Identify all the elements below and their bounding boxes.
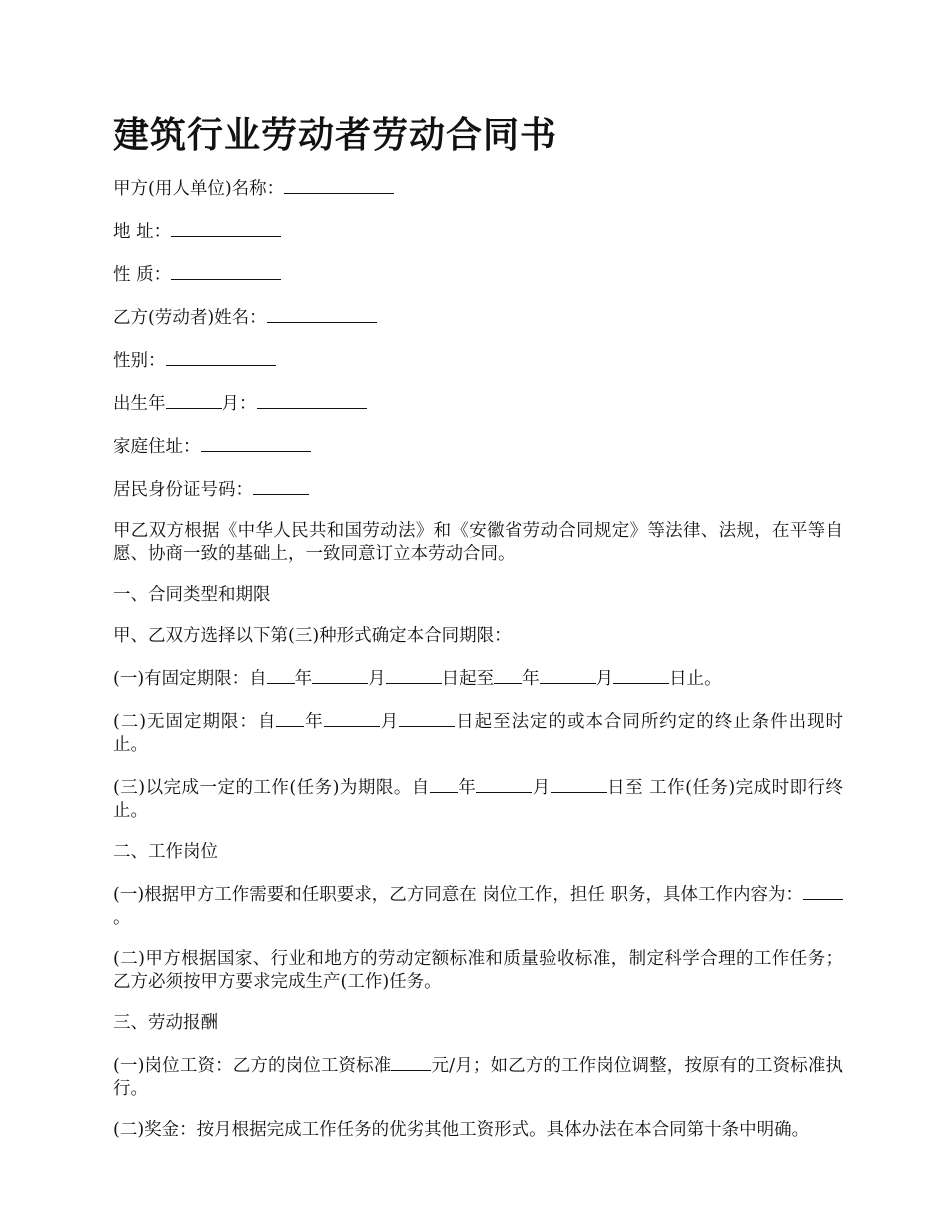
section1-item1	[113, 666, 843, 691]
id-number-label: 居民身份证号码：	[113, 480, 253, 500]
s1-item3-d: 日至 工作(任务)完成时即行终止。	[113, 778, 844, 821]
id-number-blank	[253, 477, 309, 495]
address-blank	[171, 219, 281, 237]
section2-heading: 二、工作岗位	[113, 842, 218, 862]
party-a-name-field	[113, 176, 843, 201]
s1-item2-day-blank	[399, 709, 455, 727]
s1-item1-year-end-blank	[494, 666, 522, 684]
id-number-field	[113, 477, 843, 502]
home-address-label: 家庭住址：	[113, 437, 201, 457]
s3-item1-a: (一)岗位工资：乙方的岗位工资标准	[113, 1056, 392, 1076]
intro-paragraph: 甲乙双方根据《中华人民共和国劳动法》和《安徽省劳动合同规定》等法律、法规，在平等自愿、协商一致的基础上，一致同意订立本劳动合同。	[113, 521, 843, 564]
nature-blank	[171, 262, 281, 280]
s1-item3-day-blank	[551, 775, 607, 793]
s1-item1-b: 年	[294, 669, 313, 689]
nature-label: 性 质：	[113, 265, 172, 285]
section3-heading: 三、劳动报酬	[113, 1013, 218, 1033]
s1-item1-month-end-blank	[540, 666, 596, 684]
s1-item1-g: 日止。	[669, 669, 722, 689]
nature-field	[113, 262, 843, 287]
s1-item1-e: 年	[522, 669, 540, 689]
s3-item1-wage-blank	[391, 1053, 431, 1071]
s3-item1-b: 元/月；如乙方的工作岗位调整，按原有的工资标准执行。	[113, 1056, 843, 1099]
s1-item3-a: (三)以完成一定的工作(任务)为期限。自	[113, 778, 430, 798]
s1-item1-d: 日起至	[441, 669, 495, 689]
s1-item2-c: 月	[379, 712, 400, 732]
birth-year-blank	[166, 391, 222, 409]
birth-label-year: 出生年	[113, 394, 166, 414]
home-address-blank	[201, 434, 311, 452]
s1-item2-d: 日起至法定的或本合同所约定的终止条件出现时止。	[113, 712, 844, 755]
s1-item1-year-start-blank	[267, 666, 295, 684]
gender-label: 性别：	[113, 351, 166, 371]
s1-item2-a: (二)无固定期限：自	[113, 712, 277, 732]
section1-lead: 甲、乙双方选择以下第(三)种形式确定本合同期限：	[113, 626, 512, 646]
section1-item2	[113, 709, 843, 757]
section1-heading: 一、合同类型和期限	[113, 585, 271, 605]
party-b-name-blank	[267, 305, 377, 323]
s1-item1-f: 月	[595, 669, 614, 689]
s1-item1-a: (一)有固定期限：自	[113, 669, 267, 689]
s1-item3-b: 年	[457, 778, 477, 798]
gender-blank	[166, 348, 276, 366]
party-a-name-blank	[284, 176, 394, 194]
s1-item3-c: 月	[532, 778, 551, 798]
document-title: 建筑行业劳动者劳动合同书	[113, 115, 558, 156]
section3-item1	[113, 1053, 843, 1101]
s1-item2-b: 年	[304, 712, 324, 732]
address-label: 地 址：	[113, 222, 172, 242]
party-b-name-field	[113, 305, 843, 330]
s1-item3-year-blank	[430, 775, 458, 793]
gender-field	[113, 348, 843, 373]
s1-item2-year-blank	[276, 709, 304, 727]
s1-item3-month-blank	[476, 775, 532, 793]
contract-page	[113, 110, 843, 1160]
party-a-name-label: 甲方(用人单位)名称：	[113, 179, 285, 199]
section1-item3	[113, 775, 843, 823]
s1-item1-day-end-blank	[613, 666, 669, 684]
address-field	[113, 219, 843, 244]
section2-item2: (二)甲方根据国家、行业和地方的劳动定额标准和质量验收标准，制定科学合理的工作任务；乙方必须按甲方要求完成生产(工作)任务。	[113, 949, 843, 992]
s2-item1-content-blank	[803, 882, 843, 900]
s1-item1-month-start-blank	[312, 666, 368, 684]
section3-item2: (二)奖金：按月根据完成工作任务的优劣其他工资形式。具体办法在本合同第十条中明确。	[113, 1120, 810, 1140]
birth-month-blank	[257, 391, 367, 409]
birth-label-month: 月：	[221, 394, 257, 414]
s2-item1-b: 。	[113, 908, 131, 928]
home-address-field	[113, 434, 843, 459]
section2-item1	[113, 882, 843, 930]
birth-field	[113, 391, 843, 416]
s1-item1-day-start-blank	[386, 666, 442, 684]
party-b-name-label: 乙方(劳动者)姓名：	[113, 308, 267, 328]
s1-item1-c: 月	[368, 669, 386, 689]
s1-item2-month-blank	[324, 709, 380, 727]
s2-item1-a: (一)根据甲方工作需要和任职要求，乙方同意在 岗位工作，担任 职务，具体工作内容为：	[113, 885, 803, 905]
